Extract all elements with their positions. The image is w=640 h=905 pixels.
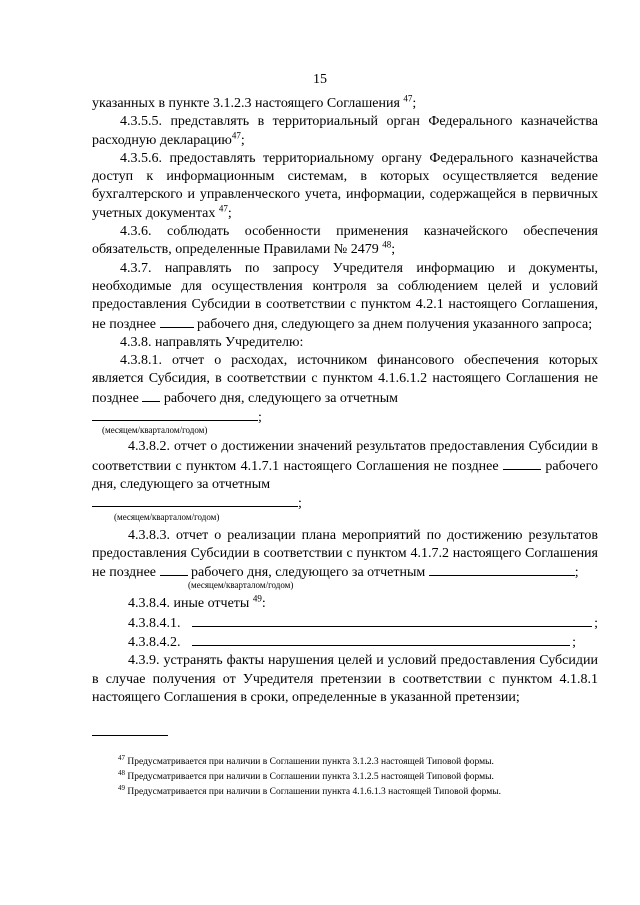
other-report-2-row [92,633,598,652]
other-report-1-label: 4.3.8.4.1. [128,615,181,631]
paragraph-4-3-6: 4.3.6. соблюдать особенности применения казначейского обеспечения обязательств, определенные Правилами № 2479 $^{48}$; [92,224,598,258]
other-report-1-row [92,614,598,633]
paragraph-4-3-9: 4.3.9. устранять факты нарушения целей и условий предоставления Субсидии в случае получения от Учредителя претензии в соответствии с пунктом 4.1.8.1 настоящего Соглашения в сроки, определенные в указанной претензии; [92,653,598,705]
footnote-ref[interactable]: 47 [218,203,228,214]
footnote-ref[interactable]: 47 [231,129,241,140]
fill-in-blank[interactable] [503,457,541,470]
paragraph-3-1-2-3-tail: указанных в пункте 3.1.2.3 настоящего Соглашения $^{47}$; [92,93,417,111]
paragraph-4-3-5-6: 4.3.5.6. предоставлять территориальному органу Федерального казначейства доступ к информационным системам, в которых осуществляется ведение бухгалтерского и управленческого учета, информации, содержащейся в первичных учетных документах $^{47}$; [92,150,598,221]
semicolon: ; [572,635,576,651]
paragraph-4-3-8: 4.3.8. направлять Учредителю: [120,334,304,350]
fill-in-blank[interactable] [160,315,194,328]
caption-period: (месяцем/кварталом/годом) [114,511,220,522]
footnote-47: $^{47}$ Предусматривается при наличии в Соглашении пункта 3.1.2.3 настоящей Типовой формы. [118,753,494,767]
footnote-separator [92,735,168,736]
footnote-ref[interactable]: 49 [252,593,262,604]
caption-period: (месяцем/кварталом/годом) [102,425,208,436]
fill-in-blank[interactable] [92,494,298,507]
other-report-1-field[interactable] [192,614,592,627]
paragraph-4-3-5-5: 4.3.5.5. представлять в территориальный орган Федерального казначейства расходную декларацию$^{47}$; [92,114,598,148]
other-report-2-label: 4.3.8.4.2. [128,635,181,651]
semicolon: ; [594,615,598,631]
footnote-48: $^{48}$ Предусматривается при наличии в Соглашении пункта 3.1.2.5 настоящей Типовой формы. [118,768,494,782]
fill-in-blank[interactable] [429,563,575,576]
footnote-ref[interactable]: 47 [403,93,413,104]
paragraph-4-3-8-4: 4.3.8.4. иные отчеты $^{49}$: [128,593,266,612]
fill-in-blank[interactable] [160,563,188,576]
page-number: 15 [313,72,327,87]
footnotes [92,755,598,800]
document-body [92,95,598,707]
paragraph-4-3-7: 4.3.7. направлять по запросу Учредителя информацию и документы, необходимые для осуществления контроля за соблюдением целей и условий предоставления Субсидии в соответствии с пунктом 4.2.1 настоящего Соглашения, не позднее рабочего дня, следующего за днем получения указанного запроса; [92,260,598,332]
footnote-ref[interactable]: 48 [382,239,392,250]
fill-in-blank[interactable] [92,408,258,421]
other-report-2-field[interactable] [192,633,570,646]
paragraph-4-3-8-1: 4.3.8.1. отчет о расходах, источником финансового обеспечения которых является Субсидия, в соответствии с пунктом 4.1.6.1.2 настоящего Соглашения не позднее рабочего дня, следующего за отчетным ; [92,353,598,426]
fill-in-blank[interactable] [142,389,160,402]
paragraph-4-3-8-3: 4.3.8.3. отчет о реализации плана мероприятий по достижению результатов предоставления Субсидии в соответствии с пунктом 4.1.7.2 настоящего Соглашения не позднее рабочего дня, следующего за отчетным ; [92,527,598,581]
footnote-49: $^{49}$ Предусматривается при наличии в Соглашении пункта 4.1.6.1.3 настоящей Типовой формы. [118,783,501,797]
caption-period: (месяцем/кварталом/годом) [188,580,294,591]
paragraph-4-3-8-2: 4.3.8.2. отчет о достижении значений результатов предоставления Субсидии в соответствии с пунктом 4.1.7.1 настоящего Соглашения не позднее рабочего дня, следующего за отчетным ; [92,439,598,512]
